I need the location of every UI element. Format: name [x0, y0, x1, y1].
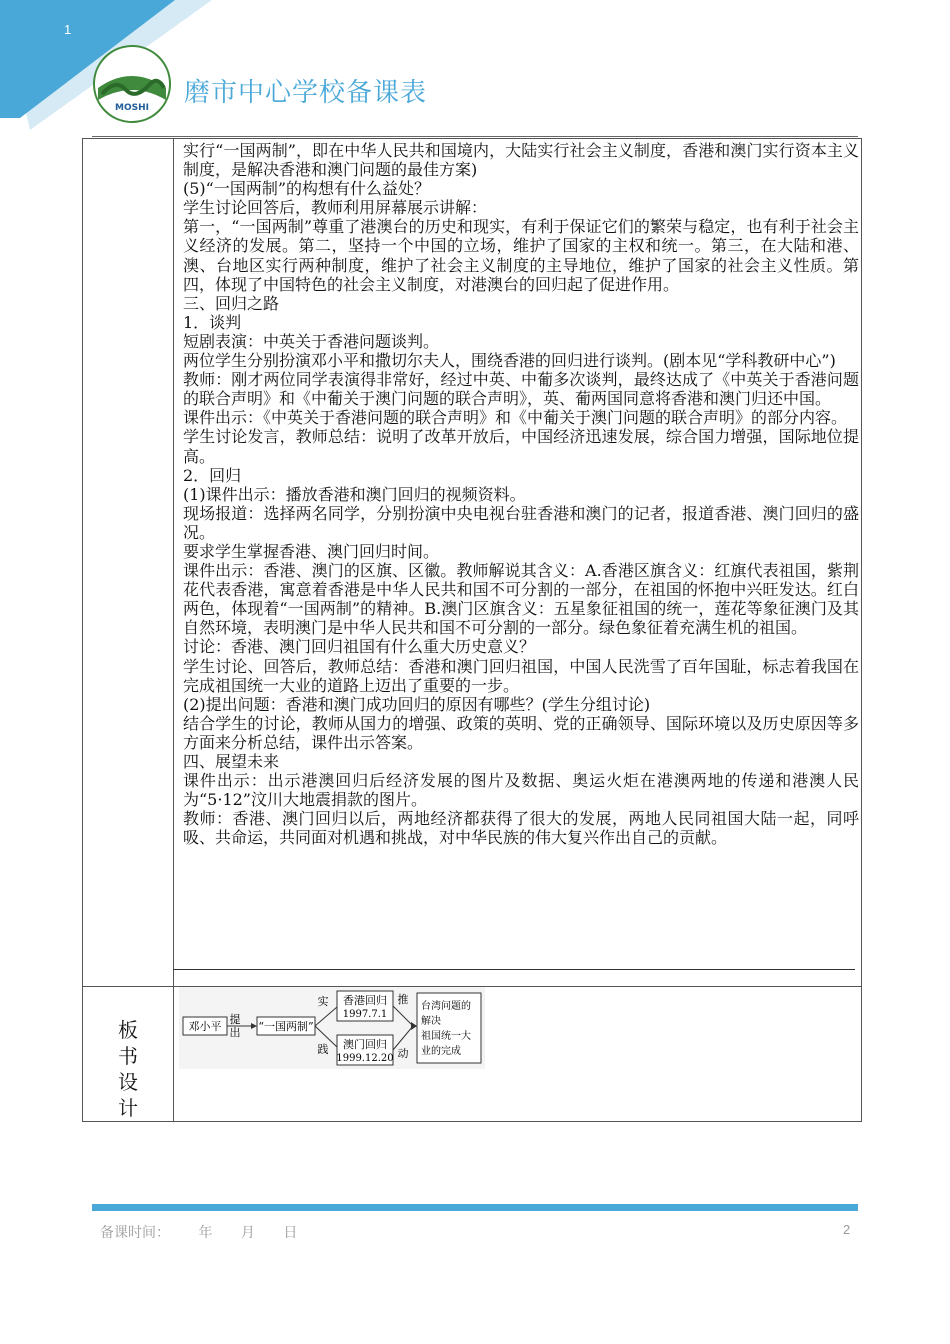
diagram-hk-date: 1997.7.1: [342, 1009, 388, 1020]
board-design-diagram: [179, 987, 485, 1069]
board-label-char: 计: [118, 1096, 138, 1120]
content-paragraph: 学生讨论回答后，教师利用屏幕展示讲解：: [183, 198, 488, 218]
diagram-practice-top: 实: [317, 995, 329, 1008]
content-paragraph: 结合学生的讨论，教师从国力的增强、政策的英明、党的正确领导、国际环境以及历史原因等多方面来分析总结，课件出示答案。: [183, 713, 859, 752]
header-page-number: 1: [64, 22, 72, 37]
diagram-mo-title: 澳门回归: [343, 1038, 387, 1051]
content-paragraph: 教师：刚才两位同学表演得非常好，经过中英、中葡多次谈判，最终达成了《中英关于香港问题的联合声明》和《中葡关于澳门问题的联合声明》，英、葡两国同意将香港和澳门归还中国。: [183, 370, 859, 409]
content-paragraph: (5)“一国两制”的构想有什么益处？: [183, 179, 431, 199]
school-title: 磨市中心学校备课表: [184, 78, 428, 108]
content-paragraph: 课件出示：《中英关于香港问题的联合声明》和《中葡关于澳门问题的联合声明》的部分内容。: [183, 408, 848, 428]
content-paragraph: 课件出示：香港、澳门的区旗、区徽。教师解说其含义：A.香港区旗含义：红旗代表祖国，紫荆花代表香港，寓意着香港是中华人民共和国不可分割的一部分，在祖国的怀抱中兴旺发达。红白两色，体现着“一国两制”的精神。B.澳门区旗含义：五星象征祖国的统一，莲花等象征澳门及其自然环境，表明澳门是中华人民共和国不可分割的一部分。绿色象征着充满生机的祖国。: [183, 561, 859, 638]
content-paragraph: 1．谈判: [183, 312, 242, 332]
content-end-rule: [173, 969, 855, 970]
content-paragraph: 讨论：香港、澳门回归祖国有什么重大历史意义？: [183, 637, 536, 657]
content-paragraph: 两位学生分别扮演邓小平和撒切尔夫人，围绕香港的回归进行谈判。(剧本见“学科教研中心”): [183, 351, 836, 371]
content-paragraph: 现场报道：选择两名同学，分别扮演中央电视台驻香港和澳门的记者，报道香港、澳门回归的盛况。: [183, 503, 859, 542]
content-paragraph: 实行“一国两制”，即在中华人民共和国境内，大陆实行社会主义制度，香港和澳门实行资本主义制度，是解决香港和澳门问题的最佳方案): [183, 141, 859, 180]
board-design-label: [113, 1017, 143, 1121]
content-paragraph: 学生讨论、回答后，教师总结：香港和澳门回归祖国，中国人民洗雪了百年国耻，标志着我国在完成祖国统一大业的道路上迈出了重要的一步。: [183, 656, 859, 695]
diagram-taiwan-line-4: 业的完成: [421, 1046, 461, 1057]
diagram-taiwan-line-2: 解决: [421, 1016, 441, 1027]
content-paragraph: 要求学生掌握香港、澳门回归时间。: [183, 541, 440, 561]
lesson-plan-table: [82, 138, 862, 1122]
diagram-person: 邓小平: [188, 1020, 222, 1033]
content-paragraph: 短剧表演：中英关于香港问题谈判。: [183, 331, 440, 351]
diagram-hk-title: 香港回归: [343, 994, 387, 1007]
prep-time: [100, 1222, 321, 1242]
diagram-propose-1: 提: [229, 1013, 241, 1026]
content-paragraph: 四、展望未来: [183, 752, 280, 771]
svg-text:MOSHI: MOSHI: [115, 103, 149, 113]
header-rule: [92, 136, 858, 137]
board-label-char: 板: [118, 1018, 138, 1042]
diagram-practice-bottom: 践: [317, 1043, 329, 1056]
content-paragraph: 课件出示：出示港澳回归后经济发展的图片及数据、奥运火炬在港澳两地的传递和港澳人民为“5·12”汶川大地震捐款的图片。: [183, 771, 859, 810]
footer-page-number: 2: [843, 1222, 851, 1237]
diagram-taiwan-line-1: 台湾问题的: [421, 1001, 471, 1012]
lesson-content: [183, 141, 859, 847]
diagram-propose-2: 出: [229, 1026, 241, 1039]
diagram-push-top: 推: [397, 993, 409, 1006]
content-paragraph: 第一，“一国两制”尊重了港澳台的历史和现实，有利于保证它们的繁荣与稳定，也有利于社会主义经济的发展。第二，坚持一个中国的立场，维护了国家的主权和统一。第三，在大陆和港、澳、台地区实行两种制度，维护了社会主义制度的主导地位，维护了国家的社会主义性质。第四，体现了中国特色的社会主义制度，对港澳台的回归起了促进作用。: [183, 217, 859, 294]
prep-time-month: 月: [240, 1225, 255, 1241]
diagram-mo-date: 1999.12.20: [336, 1053, 394, 1064]
content-paragraph: (1)课件出示：播放香港和澳门回归的视频资料。: [183, 484, 526, 504]
prep-time-label: 备课时间：: [100, 1225, 170, 1241]
content-paragraph: 教师：香港、澳门回归以后，两地经济都获得了很大的发展，两地人民同祖国大陆一起，同呼吸、共命运，共同面对机遇和挑战，对中华民族的伟大复兴作出自己的贡献。: [183, 809, 859, 848]
footer-rule: [92, 1204, 858, 1211]
diagram-push-bottom: 动: [397, 1047, 409, 1060]
diagram-taiwan-line-3: 祖国统一大: [421, 1031, 471, 1042]
content-paragraph: 学生讨论发言，教师总结：说明了改革开放后，中国经济迅速发展，综合国力增强，国际地位提高。: [183, 427, 859, 466]
prep-time-year: 年: [198, 1225, 213, 1241]
board-label-char: 书: [118, 1044, 138, 1068]
school-logo: [92, 44, 172, 124]
content-paragraph: (2)提出问题：香港和澳门成功回归的原因有哪些？(学生分组讨论): [183, 694, 651, 714]
prep-time-day: 日: [283, 1225, 298, 1241]
table-column-divider: [173, 139, 174, 1121]
board-label-char: 设: [118, 1070, 138, 1094]
diagram-policy: “一国两制”: [258, 1020, 314, 1033]
content-paragraph: 2．回归: [183, 465, 242, 485]
content-paragraph: 三、回归之路: [183, 293, 280, 313]
